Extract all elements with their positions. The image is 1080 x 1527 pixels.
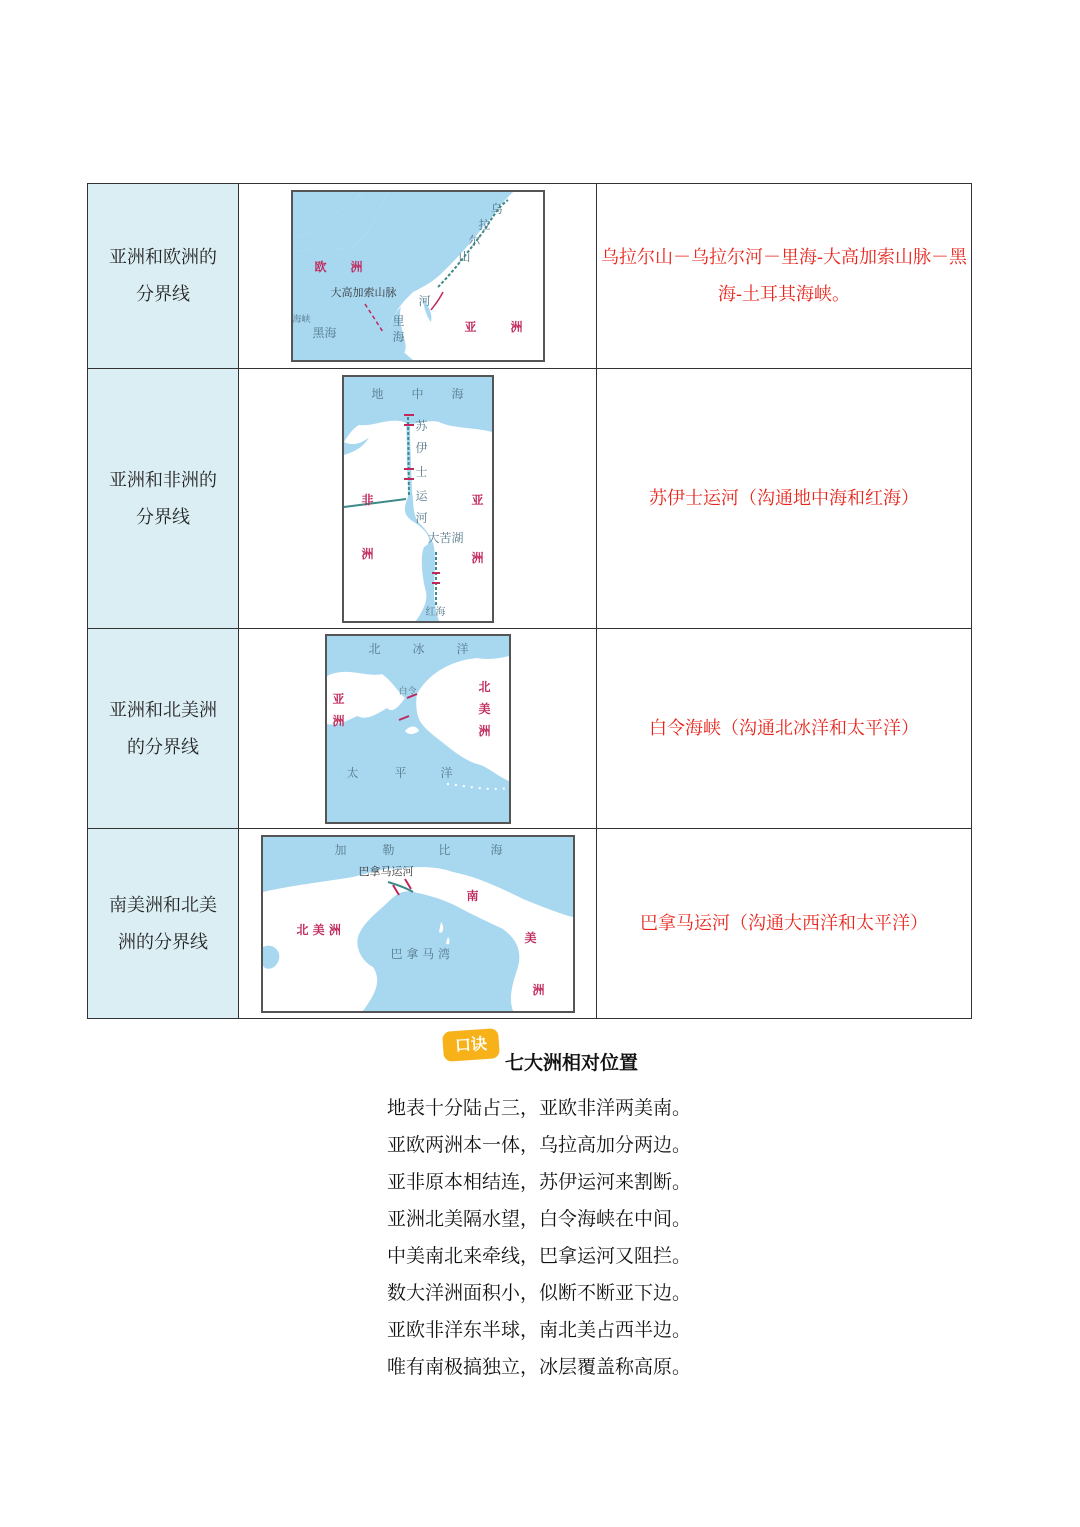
map-label: 平 xyxy=(394,765,407,780)
row-label: 亚洲和非洲的分界线 xyxy=(88,369,239,629)
map-label: 美 xyxy=(524,930,537,945)
map-label: 尔 xyxy=(468,234,481,248)
map-label: 洲 xyxy=(361,546,374,561)
map-label: 里 xyxy=(392,314,405,328)
row-label: 亚洲和北美洲的分界线 xyxy=(88,629,239,829)
row-description: 巴拿马运河（沟通大西洋和太平洋） xyxy=(597,829,972,1019)
map-cell xyxy=(239,629,597,829)
map-label: 海 xyxy=(392,330,405,344)
map-label: 红海 xyxy=(425,606,446,618)
map-label: 洲 xyxy=(471,550,484,565)
map-label: 亚 xyxy=(471,492,484,507)
map-label: 南 xyxy=(466,888,479,903)
poem-line: 地表十分陆占三，亚欧非洋两美南。 xyxy=(387,1097,692,1119)
map-asia-africa xyxy=(342,375,494,623)
map-label: 亚 xyxy=(332,691,345,706)
table-row xyxy=(88,829,972,1019)
map-label: 勒 xyxy=(382,842,395,857)
map-label: 大苦湖 xyxy=(427,530,464,545)
poem-line: 亚欧非洋东半球，南北美占西半边。 xyxy=(387,1319,692,1341)
map-panama xyxy=(261,835,575,1013)
map-label: 美 xyxy=(478,701,491,716)
boundary-table xyxy=(87,183,972,1019)
koujue-title: 七大洲相对位置 xyxy=(505,1052,639,1074)
table-row xyxy=(88,184,972,369)
map-label: 加 xyxy=(334,842,347,857)
map-label: 河 xyxy=(415,510,428,525)
map-label: 冰 xyxy=(412,641,425,656)
map-label: 士 xyxy=(415,464,428,479)
map-label: 中 xyxy=(411,386,424,401)
map-label: 洋 xyxy=(456,641,469,656)
map-label: 洲 xyxy=(350,260,363,274)
map-label: 非 xyxy=(361,492,374,507)
map-asia-europe xyxy=(291,190,545,362)
row-label: 南美洲和北美洲的分界线 xyxy=(88,829,239,1019)
table-row xyxy=(88,629,972,829)
row-label: 亚洲和欧洲的分界线 xyxy=(88,184,239,369)
map-label: 白令 xyxy=(398,686,417,697)
map-label: 亚 xyxy=(464,320,477,334)
poem-line: 中美南北来牵线，巴拿运河又阻拦。 xyxy=(387,1245,692,1267)
map-label: 海 xyxy=(490,842,503,857)
map-label: 乌 xyxy=(490,202,503,216)
map-label: 伊 xyxy=(415,440,428,455)
row-description: 乌拉尔山－乌拉尔河－里海-大高加索山脉－黑海-土耳其海峡。 xyxy=(597,184,972,369)
map-label: 洋 xyxy=(440,765,453,780)
map-label: 欧 xyxy=(314,260,327,274)
poem-line: 数大洋洲面积小，似断不断亚下边。 xyxy=(387,1282,692,1304)
map-label: 北 xyxy=(478,679,491,694)
map-label: 黑海 xyxy=(312,326,337,340)
map-label: 山 xyxy=(458,250,471,264)
map-label: 海峡 xyxy=(292,315,311,325)
map-label: 北 xyxy=(368,641,381,656)
map-label: 运 xyxy=(415,488,428,503)
poem-line: 亚非原本相结连，苏伊运河来割断。 xyxy=(387,1171,692,1193)
row-description: 苏伊士运河（沟通地中海和红海） xyxy=(597,369,972,629)
map-label: 北 美 洲 xyxy=(296,922,341,937)
map-label: 大高加索山脉 xyxy=(330,286,397,299)
map-cell xyxy=(239,829,597,1019)
koujue-badge: 口诀 xyxy=(442,1028,500,1062)
map-label: 太 xyxy=(346,765,359,780)
koujue-poem xyxy=(387,1090,787,1386)
map-label: 洲 xyxy=(510,320,523,334)
map-label: 洲 xyxy=(332,713,345,728)
map-label: 巴 拿 马 湾 xyxy=(390,946,450,961)
map-label: 比 xyxy=(438,842,451,857)
map-label: 巴拿马运河 xyxy=(358,864,414,878)
map-label: 洲 xyxy=(532,982,545,997)
map-asia-north-america xyxy=(325,634,511,824)
row-description: 白令海峡（沟通北冰洋和太平洋） xyxy=(597,629,972,829)
koujue-heading xyxy=(443,1030,643,1074)
map-label: 拉 xyxy=(478,218,491,232)
map-label: 地 xyxy=(371,386,384,401)
map-label: 洲 xyxy=(478,723,491,738)
map-label: 海 xyxy=(451,386,464,401)
poem-line: 亚洲北美隔水望，白令海峡在中间。 xyxy=(387,1208,692,1230)
map-cell xyxy=(239,184,597,369)
map-cell xyxy=(239,369,597,629)
poem-line: 亚欧两洲本一体，乌拉高加分两边。 xyxy=(387,1134,692,1156)
map-label: 河 xyxy=(418,294,431,308)
map-label: 苏 xyxy=(415,418,428,433)
table-row xyxy=(88,369,972,629)
poem-line: 唯有南极搞独立，冰层覆盖称高原。 xyxy=(387,1356,692,1378)
